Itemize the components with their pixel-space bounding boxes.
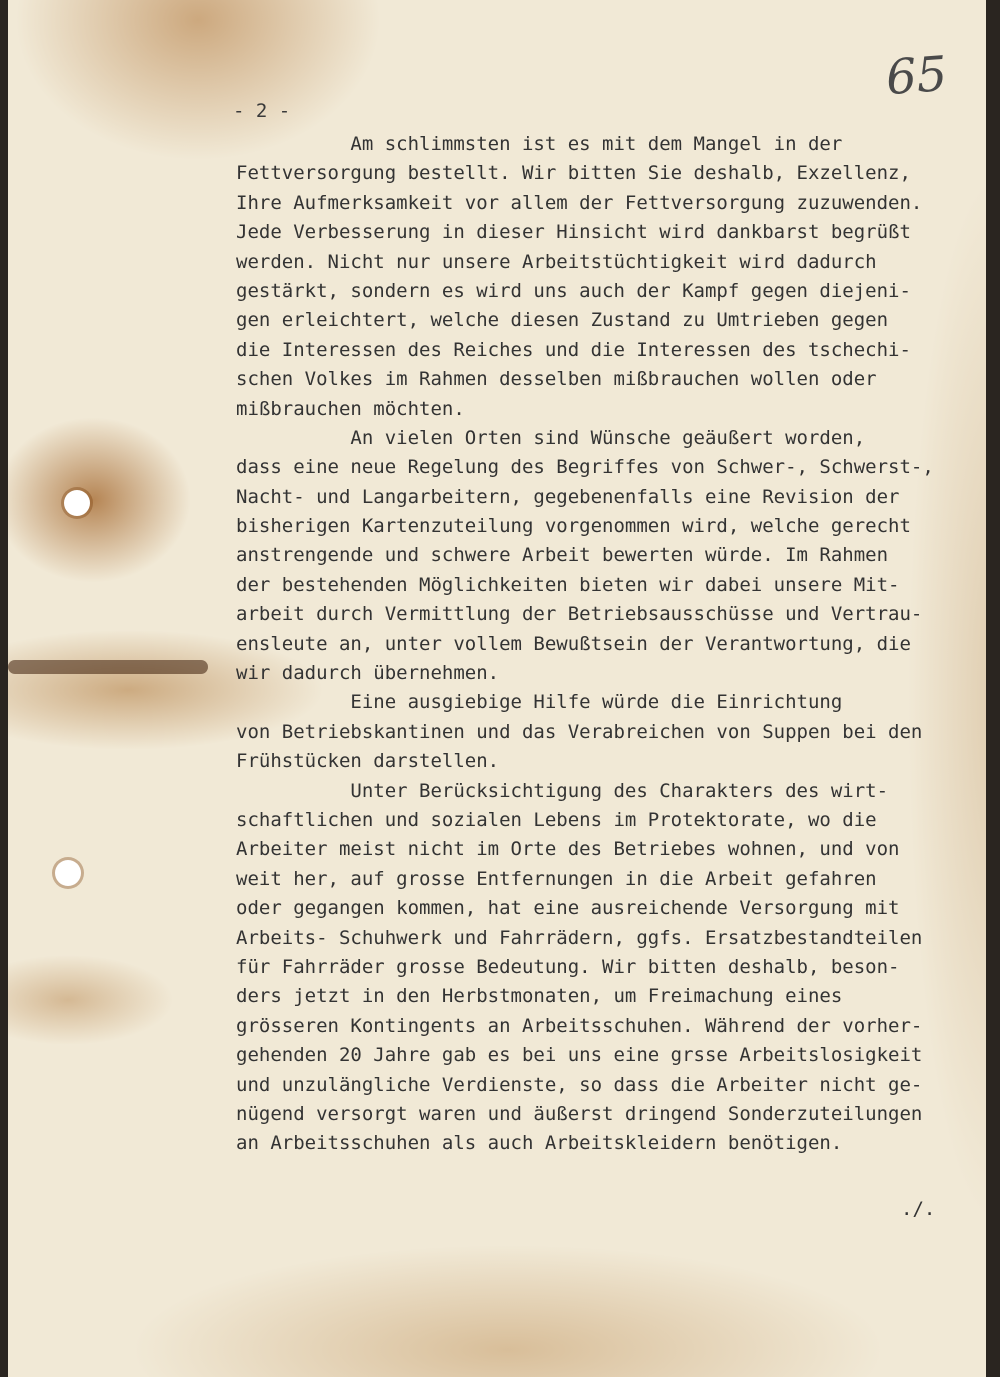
text-line: arbeit durch Vermittlung der Betriebsausschüsse und Vertrau- [236, 603, 923, 626]
text-line: von Betriebskantinen und das Verabreichen von Suppen bei den [236, 720, 923, 743]
text-line: gehenden 20 Jahre gab es bei uns eine grsse Arbeitslosigkeit [236, 1044, 923, 1067]
text-line: Am schlimmsten ist es mit dem Mangel in der [236, 133, 843, 155]
text-line: weit her, auf grosse Entfernungen in die Arbeit gefahren [236, 867, 877, 890]
text-line: für Fahrräder grosse Bedeutung. Wir bitten deshalb, beson- [236, 955, 900, 978]
text-line: Fettversorgung bestellt. Wir bitten Sie deshalb, Exzellenz, [236, 162, 911, 185]
text-line: Nacht- und Langarbeitern, gegebenenfalls eine Revision der [236, 485, 900, 508]
text-line: Ihre Aufmerksamkeit vor allem der Fettversorgung zuzuwenden. [236, 191, 923, 214]
text-line: ders jetzt in den Herbstmonaten, um Freimachung eines [236, 985, 843, 1008]
text-line: Arbeiter meist nicht im Orte des Betriebes wohnen, und von [236, 838, 900, 861]
text-line: Arbeits- Schuhwerk und Fahrrädern, ggfs. Ersatzbestandteilen [236, 926, 923, 949]
text-line: an Arbeitsschuhen als auch Arbeitskleidern benötigen. [236, 1132, 843, 1155]
continuation-mark: ./. [901, 1198, 936, 1220]
page-number: - 2 - [233, 100, 291, 122]
text-line: schen Volkes im Rahmen desselben mißbrauchen wollen oder [236, 368, 877, 391]
text-line: ensleute an, unter vollem Bewußtsein der Verantwortung, die [236, 632, 911, 655]
text-line: Eine ausgiebige Hilfe würde die Einrichtung [236, 691, 843, 714]
text-line: die Interessen des Reiches und die Interessen des tschechi- [236, 338, 911, 361]
folio-mark: 65 [884, 45, 949, 107]
text-line: anstrengende und schwere Arbeit bewerten würde. Im Rahmen [236, 544, 889, 567]
text-line: und unzulängliche Verdienste, so dass die Arbeiter nicht ge- [236, 1073, 923, 1096]
text-line: mißbrauchen möchten. [236, 397, 465, 420]
text-line: gen erleichtert, welche diesen Zustand zu Umtrieben gegen [236, 309, 889, 332]
text-line: der bestehenden Möglichkeiten bieten wir dabei unsere Mit- [236, 573, 900, 596]
body-text [236, 130, 976, 1159]
text-line: werden. Nicht nur unsere Arbeitstüchtigkeit wird dadurch [236, 250, 877, 273]
text-line: dass eine neue Regelung des Begriffes von Schwer-, Schwerst-, [236, 456, 934, 479]
text-line: Jede Verbesserung in dieser Hinsicht wird dankbarst begrüßt [236, 221, 911, 244]
punch-hole [55, 860, 81, 886]
text-line: oder gegangen kommen, hat eine ausreichende Versorgung mit [236, 897, 900, 920]
text-line: schaftlichen und sozialen Lebens im Protektorate, wo die [236, 808, 877, 831]
text-line: grösseren Kontingents an Arbeitsschuhen. Während der vorher- [236, 1014, 923, 1037]
document-page [8, 0, 986, 1377]
text-line: gestärkt, sondern es wird uns auch der Kampf gegen diejeni- [236, 279, 911, 302]
text-line: Unter Berücksichtigung des Charakters des wirt- [236, 779, 889, 802]
burn-stain [8, 660, 208, 674]
text-line: wir dadurch übernehmen. [236, 662, 500, 685]
punch-hole [64, 490, 90, 516]
text-line: nügend versorgt waren und äußerst dringend Sonderzuteilungen [236, 1102, 923, 1125]
text-line: Frühstücken darstellen. [236, 750, 500, 773]
text-line: bisherigen Kartenzuteilung vorgenommen wird, welche gerecht [236, 515, 911, 538]
text-line: An vielen Orten sind Wünsche geäußert worden, [236, 426, 866, 449]
